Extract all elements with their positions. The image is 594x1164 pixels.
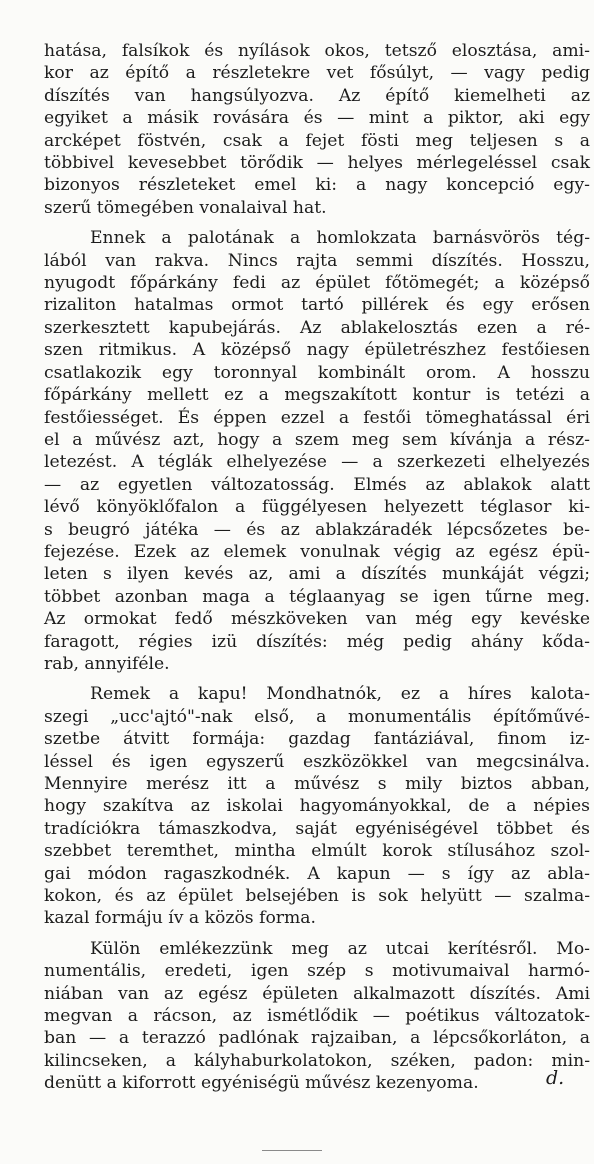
paragraph xyxy=(44,40,590,219)
text-line: festőiességet. És éppen ezzel a festői tömeghatással éri xyxy=(44,407,590,428)
text-line: szerkesztett kapubejárás. Az ablakelosztás ezen a ré- xyxy=(44,317,590,338)
text-line: rab, annyiféle. xyxy=(44,653,170,674)
text-line: Az ormokat fedő mészköveken van még egy kevéske xyxy=(44,609,590,630)
text-line: numentális, eredeti, igen szép s motivumaival harmó- xyxy=(44,961,590,982)
text-line: lévő könyöklőfalon a függélyesen helyezett téglasor ki- xyxy=(44,497,590,518)
paragraph xyxy=(44,938,590,1095)
text-line: hatása, falsíkok és nyílások okos, tetsző elosztása, ami- xyxy=(44,41,590,61)
text-line: egyiket a másik rovására és — mint a piktor, aki egy xyxy=(44,108,590,129)
text-line: Remek a kapu! Mondhatnók, ez a híres kalota- xyxy=(90,684,590,705)
text-line: megvan a rácson, az ismétlődik — poétikus változatok- xyxy=(44,1006,590,1027)
text-line: kazal formáju ív a közös forma. xyxy=(44,908,317,929)
text-line: Mennyire merész itt a művész s mily biztos abban, xyxy=(44,774,590,794)
text-line: bizonyos részleteket emel ki: a nagy koncepció egy- xyxy=(44,175,590,196)
paragraph xyxy=(44,227,590,675)
text-line: Külön emlékezzünk meg az utcai kerítésről. Mo- xyxy=(90,938,590,959)
text-line: el a művész azt, hogy a szem meg sem kívánja a rész- xyxy=(44,429,590,450)
text-line: faragott, régies izü díszítés: még pedig ahány kőda- xyxy=(44,631,590,652)
text-line: szen ritmikus. A középső nagy épületrészhez festőiesen xyxy=(44,340,590,361)
text-line: leten s ilyen kevés az, ami a díszítés munkáját végzi; xyxy=(44,564,590,585)
text-line: gai módon ragaszkodnék. A kapun — s így az abla- xyxy=(44,863,590,884)
paragraph xyxy=(44,683,590,929)
text-line: rizaliton hatalmas ormot tartó pillérek és egy erősen xyxy=(44,295,590,316)
text-line: léssel és igen egyszerű eszközökkel van megcsinálva. xyxy=(44,751,590,772)
text-line: kor az építő a részletekre vet fősúlyt, — vagy pedig xyxy=(44,63,590,84)
text-line: fejezése. Ezek az elemek vonulnak végig az egész épü- xyxy=(44,541,590,562)
text-line: hogy szakítva az iskolai hagyományokkal, de a népies xyxy=(44,796,590,817)
text-line: többet azonban maga a téglaanyag se igen tűrne meg. xyxy=(44,586,590,607)
text-line: letezést. A téglák elhelyezése — a szerkezeti elhelyezés xyxy=(44,452,590,473)
text-line: kilincseken, a kályhaburkolatokon, széken, padon: min- xyxy=(44,1050,590,1071)
text-line: főpárkány mellett ez a megszakított kontur is tetézi a xyxy=(44,385,590,406)
text-line: ban — a terazzó padlónak rajzaiban, a lépcsőkorláton, a xyxy=(44,1028,590,1049)
text-line: s beugró játéka — és az ablakzáradék lépcsőzetes be- xyxy=(44,519,590,540)
text-line: szerű tömegében vonalaival hat. xyxy=(44,197,327,218)
article-body xyxy=(44,40,590,1103)
text-line: niában van az egész épületen alkalmazott díszítés. Ami xyxy=(44,983,590,1004)
text-line: szegi „ucc'ajtó"-nak első, a monumentális építőművé- xyxy=(44,706,590,727)
footer-divider xyxy=(262,1150,322,1151)
text-line: arcképet föstvén, csak a fejet fösti meg teljesen s a xyxy=(44,130,590,151)
text-line: többivel kevesebbet törődik — helyes mérlegeléssel csak xyxy=(44,153,590,174)
text-line: lából van rakva. Nincs rajta semmi díszítés. Hosszu, xyxy=(44,250,590,271)
text-line: nyugodt főpárkány fedi az épület főtömegét; a középső xyxy=(44,273,590,294)
text-line: tradíciókra támaszkodva, saját egyéniségével többet és xyxy=(44,818,590,839)
text-line: denütt a kiforrott egyéniségü művész kezenyoma. xyxy=(44,1073,479,1094)
text-line: szebbet teremthet, mintha elmúlt korok stílusához szol- xyxy=(44,841,590,862)
author-signature: d. xyxy=(546,1067,565,1089)
text-line: szetbe átvitt formája: gazdag fantáziával, finom iz- xyxy=(44,729,590,750)
text-line: csatlakozik egy toronnyal kombinált orom. A hosszu xyxy=(44,362,590,383)
text-line: — az egyetlen változatosság. Elmés az ablakok alatt xyxy=(44,474,590,495)
text-line: kokon, és az épület belsejében is sok helyütt — szalma- xyxy=(44,886,590,907)
text-line: díszítés van hangsúlyozva. Az építő kiemelheti az xyxy=(44,85,590,106)
text-line: Ennek a palotának a homlokzata barnásvörös tég- xyxy=(90,228,590,249)
